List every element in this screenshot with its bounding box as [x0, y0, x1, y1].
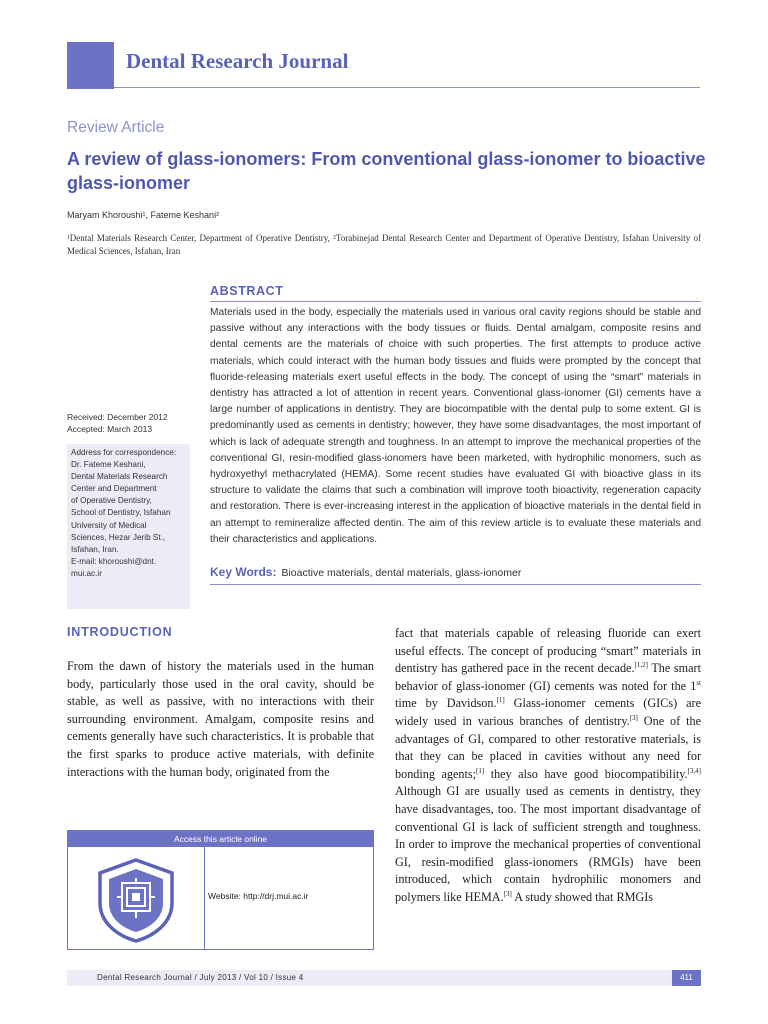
correspondence-email[interactable]: mui.ac.ir — [71, 568, 102, 578]
keywords-label: Key Words: — [210, 565, 277, 579]
text-run: time by Davidson. — [395, 696, 497, 711]
website-link[interactable]: Website: http://drj.mui.ac.ir — [208, 891, 309, 901]
ordinal-suffix: st — [696, 678, 701, 687]
article-title: A review of glass-ionomers: From conventional glass-ionomer to bioactive glass-ionomer — [67, 149, 706, 193]
page-number: 411 — [672, 970, 701, 986]
article-affiliations: ¹Dental Materials Research Center, Department of Operative Dentistry, ²Torabinejad Dental Research Center and Department of Operative Dentistry, Isfahan University of Medical Sciences, Isfahan, Iran — [67, 233, 701, 256]
correspondence-line: Dental Materials Research — [71, 472, 168, 482]
text-run: One of the advantages of GI, compared to other restorative materials, is that they can be placed in cavities without any need for bonding agents; — [395, 713, 701, 781]
correspondence-email[interactable]: E-mail: khoroushi@dnt. — [71, 556, 157, 566]
access-box-divider — [204, 847, 205, 950]
footer-citation: Dental Research Journal / July 2013 / Vol 10 / Issue 4 — [97, 973, 304, 982]
citation-ref[interactable]: [1,2] — [634, 661, 648, 670]
correspondence-line: Isfahan, Iran. — [71, 544, 119, 554]
text-run: fact that materials capable of releasing fluoride can exert useful effects. The concept of producing “smart” materials in dentistry has gathered pace in the recent decade. — [395, 626, 701, 676]
citation-ref[interactable]: [3] — [503, 889, 512, 898]
article-dates — [67, 411, 168, 435]
introduction-paragraph-right — [395, 625, 701, 907]
keywords-line — [210, 565, 521, 579]
article-authors: Maryam Khoroushi¹, Fateme Keshani² — [67, 210, 220, 220]
accepted-date: Accepted: March 2013 — [67, 424, 153, 434]
text-run: A study showed that RMGIs — [511, 889, 654, 904]
introduction-heading: INTRODUCTION — [67, 625, 173, 639]
text-run: they also have good biocompatibility. — [484, 766, 688, 781]
received-date: Received: December 2012 — [67, 412, 168, 422]
correspondence-line: Dr. Fateme Keshani, — [71, 460, 146, 470]
citation-ref[interactable]: [3] — [629, 713, 638, 722]
abstract-text: Materials used in the body, especially the materials used in various oral cavity regions should be stable and passive without any interactions with the body tissues or fluids. Dental amalgam, composite resins and dental cements are the materials of choice with such properties. The first attempts to produce active materials, which could interact with the human body tissues and fluids were prompted by the concept that fluoride-releasing materials exert useful effects in the body. The concept of using the “smart” materials in dentistry has attracted a lot of attention in recent years. Conventional glass-ionomer (GI) cements have a large number of applications in dentistry. They are biocompatible with the dental pulp to some extent. GI is predominantly used as cements in dentistry; however, they have some disadvantages, the most important of which is lack of adequate strength and toughness. In an attempt to improve the mechanical properties of the conventional GI, resin-modified glass-ionomers have been marketed, with hydrophilic monomers, such as hydroxyethyl methacrylated (HEMA). Some recent studies have evaluated GI with bioactive glass in its structure to validate the claims that such a combination will improve tooth bioactivity, regeneration capacity and restoration. There is ever-increasing interest in the application of bioactive materials in the dental field in an attempt to remineralize affected dentin. The aim of this review article is to evaluate these materials and their characteristics and applications. — [210, 307, 701, 545]
abstract-bottom-divider — [210, 584, 701, 585]
citation-ref[interactable]: [1] — [496, 696, 505, 705]
correspondence-line: Sciences, Hezar Jerib St., — [71, 532, 166, 542]
correspondence-line: University of Medical — [71, 520, 147, 530]
abstract-top-divider — [210, 301, 701, 302]
text-run: Glass-ionomer cements (GICs) are widely used in various branches of dentistry. — [395, 696, 701, 728]
keywords-value: Bioactive materials, dental materials, glass-ionomer — [281, 567, 522, 579]
citation-ref[interactable]: [1] — [476, 766, 485, 775]
correspondence-line: School of Dentistry, Isfahan — [71, 508, 171, 518]
text-run: Although GI are usually used as cements in dentistry, they have disadvantages, too. The most important disadvantage of conventional GI is lack of sufficient strength and toughness. In order to improve the mechanical properties of conventional GI, resin-modified glass-ionomers (RMGIs) have been introduced, which contain hydrophilic monomers and polymers like HEMA. — [395, 784, 701, 904]
introduction-paragraph-left: From the dawn of history the materials used in the human body, particularly those used in the oral cavity, should be stable, as well as passive, with no interactions with their surrounding environment. Amalgam, composite resins and cements generally have such characteristics. It is probable that the first sparks to produce active materials, with definite interactions with the human body, originated from the — [67, 659, 374, 779]
correspondence-line: Address for correspondence: — [71, 448, 177, 457]
header-divider — [114, 87, 700, 88]
correspondence-line: of Operative Dentistry, — [71, 496, 152, 506]
access-box-header: Access this article online — [68, 831, 373, 847]
correspondence-box — [67, 444, 190, 609]
abstract-heading: ABSTRACT — [210, 284, 284, 298]
university-logo-icon — [96, 857, 176, 943]
article-type: Review Article — [67, 119, 165, 136]
citation-ref[interactable]: [3,4] — [687, 766, 701, 775]
header-color-block — [67, 42, 114, 89]
access-online-box — [67, 830, 374, 950]
correspondence-line: Center and Department — [71, 484, 157, 494]
text-run: The smart behavior of glass-ionomer (GI) cements was noted for the 1 — [395, 661, 701, 693]
journal-name: Dental Research Journal — [126, 49, 349, 73]
